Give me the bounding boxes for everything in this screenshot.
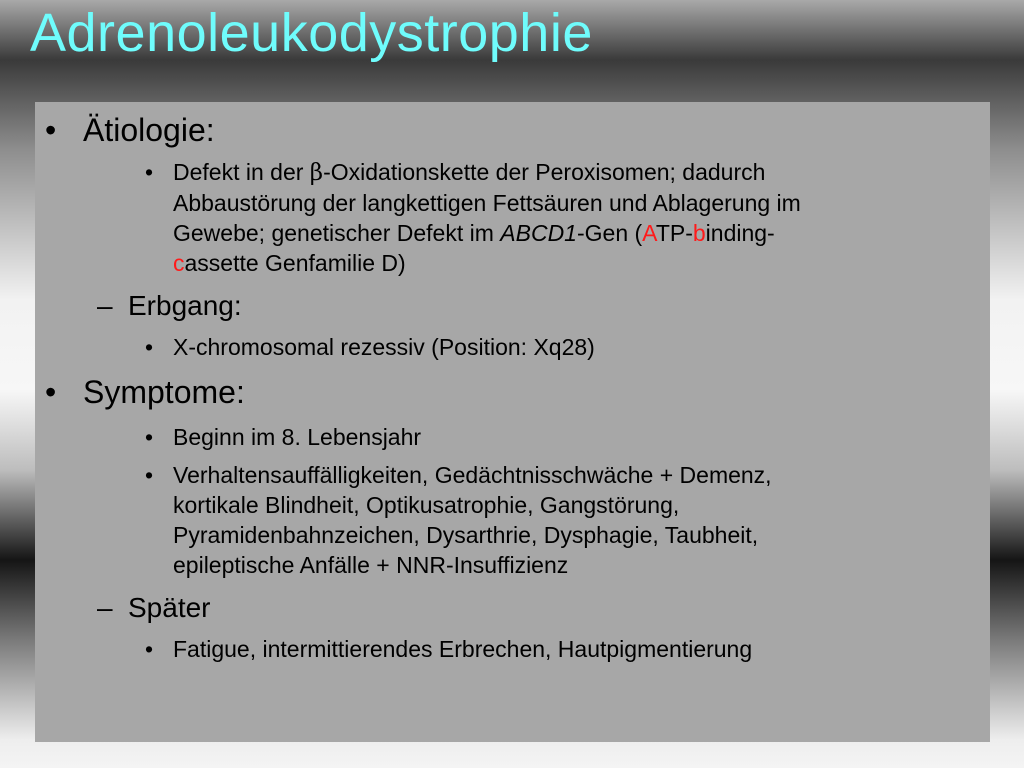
acronym-a: A [642, 220, 656, 246]
symptom-list [173, 460, 772, 580]
defect-text [173, 157, 801, 278]
defect-line-3: Gewebe; genetischer Defekt im ABCD1-Gen (ATP-binding- [173, 220, 775, 246]
dash-later: – [97, 592, 113, 623]
defect-line-1: Defekt in der β-Oxidationskette der Peroxisomen; dadurch [173, 159, 766, 186]
bullet-symptom-list: • [145, 462, 154, 488]
acronym-c: c [173, 250, 185, 276]
defect-line-4: cassette Genfamilie D) [173, 250, 406, 276]
symptom-line-1: Verhaltensauffälligkeiten, Gedächtnisschwäche + Demenz, [173, 462, 772, 488]
heading-later: Später [128, 592, 211, 623]
bullet-erbgang: • [145, 334, 154, 360]
gene-name: ABCD1 [500, 220, 577, 246]
bullet-atiologie: • [45, 112, 57, 148]
bullet-defect: • [145, 159, 154, 185]
dash-erbgang: – [97, 290, 113, 321]
content-box [35, 102, 990, 742]
heading-atiologie: Ätiologie: [83, 112, 215, 148]
heading-symptome: Symptome: [83, 374, 245, 410]
symptom-line-2: kortikale Blindheit, Optikusatrophie, Gangstörung, [173, 492, 680, 518]
onset-text: Beginn im 8. Lebensjahr [173, 424, 422, 450]
bullet-symptome: • [45, 374, 57, 410]
beta-symbol: β [309, 160, 324, 186]
symptom-line-3: Pyramidenbahnzeichen, Dysarthrie, Dysphagie, Taubheit, [173, 522, 759, 548]
slide-title: Adrenoleukodystrophie [30, 3, 593, 63]
bullet-later: • [145, 636, 154, 662]
defect-line-2: Abbaustörung der langkettigen Fettsäuren und Ablagerung im [173, 190, 801, 216]
acronym-b: b [692, 220, 706, 246]
symptom-line-4: epileptische Anfälle + NNR-Insuffizienz [173, 552, 569, 578]
heading-erbgang: Erbgang: [128, 290, 242, 321]
erbgang-value: X-chromosomal rezessiv (Position: Xq28) [173, 334, 595, 360]
bullet-onset: • [145, 424, 154, 450]
later-value: Fatigue, intermittierendes Erbrechen, Hautpigmentierung [173, 636, 753, 662]
